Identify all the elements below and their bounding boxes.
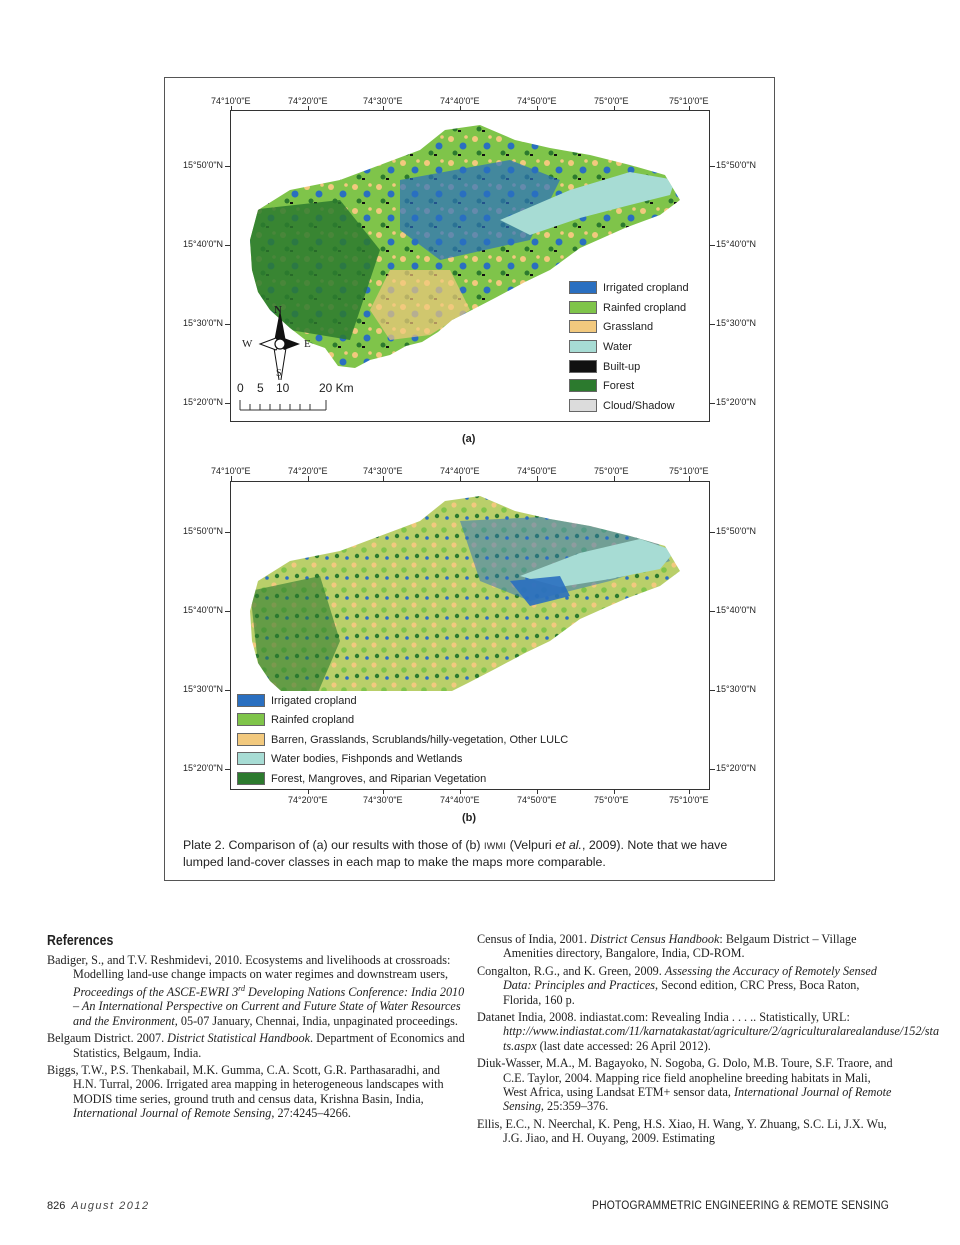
map-b-lon-label: 74°10'0"E <box>211 466 251 476</box>
legend-item: Cloud/Shadow <box>569 399 675 412</box>
map-a-lon-label: 74°30'0"E <box>363 96 403 106</box>
legend-item: Built-up <box>569 360 640 373</box>
map-b-lon-label: 75°10'0"E <box>669 795 709 805</box>
scale-label: 10 <box>276 381 290 395</box>
map-a-lat-label: 15°30'0"N <box>183 318 224 328</box>
legend-swatch <box>569 399 597 412</box>
map-b-lat-label: 15°50'0"N <box>716 526 757 536</box>
map-b-lon-label: 74°50'0"E <box>517 466 557 476</box>
map-b-lon-label: 74°30'0"E <box>363 466 403 476</box>
map-a-lat-label: 15°20'0"N <box>183 397 224 407</box>
legend-item: Rainfed cropland <box>237 713 354 726</box>
references-right-column <box>477 932 940 1149</box>
reference-entry: Badiger, S., and T.V. Reshmidevi, 2010. Ecosystems and livelihoods at crossroads: Modelling land-use change impacts on water regimes and downstream users, Proceedings of the ASCE-EWRI 3rd Developing Nations Conference: India 2010 – An International Perspective on Current and Future State of Water Resources and the Environment, 05-07 January, Chennai, India, unpaginated proceedings. <box>47 953 465 1028</box>
map-b-lat-label: 15°50'0"N <box>183 526 224 536</box>
compass-w: W <box>242 338 253 350</box>
map-a-lon-label: 74°50'0"E <box>517 96 557 106</box>
map-a-lat-label: 15°40'0"N <box>183 239 224 249</box>
compass-n: N <box>274 304 282 316</box>
map-b-lon-label: 74°20'0"E <box>288 466 328 476</box>
map-a-lon-label: 74°10'0"E <box>211 96 251 106</box>
scale-bar <box>238 398 330 412</box>
map-b-lon-label: 74°40'0"E <box>440 795 480 805</box>
figure-caption: Plate 2. Comparison of (a) our results with those of (b) IWMI (Velpuri et al., 2009). Note that we have lumped land-cover classes in each map to make the maps more comparable. <box>183 838 728 869</box>
reference-entry: Congalton, R.G., and K. Green, 2009. Assessing the Accuracy of Remotely Sensed Data: Principles and Practices, Second edition, CRC Press, Boca Raton, Florida, 160 p. <box>477 963 877 1007</box>
legend-swatch <box>569 301 597 314</box>
legend-swatch <box>237 772 265 785</box>
map-b-lat-label: 15°40'0"N <box>716 605 757 615</box>
map-b-lat-label: 15°20'0"N <box>183 763 224 773</box>
map-b-lon-label: 75°10'0"E <box>669 466 709 476</box>
legend-item: Forest <box>569 379 634 392</box>
map-a-lon-label: 74°40'0"E <box>440 96 480 106</box>
legend-swatch <box>237 694 265 707</box>
references-heading: References <box>47 932 114 949</box>
legend-item: Barren, Grasslands, Scrublands/hilly-vegetation, Other LULC <box>237 733 568 746</box>
map-b-lon-label: 74°30'0"E <box>363 795 403 805</box>
reference-entry: Diuk-Wasser, M.A., M. Bagayoko, N. Sogoba, G. Dolo, M.B. Toure, S.F. Traore, and C.E. Taylor, 2004. Mapping rice field anopheline breeding habitats in Mali, West Africa, using Landsat ETM+ sensor data, International Journal of Remote Sensing, 25:359–376. <box>477 1056 893 1114</box>
legend-swatch <box>569 379 597 392</box>
map-b-lat-label: 15°20'0"N <box>716 763 757 773</box>
scale-label: 0 <box>237 381 244 395</box>
legend-swatch <box>569 340 597 353</box>
map-a-lon-label: 75°10'0"E <box>669 96 709 106</box>
legend-swatch <box>569 320 597 333</box>
map-a-lat-label: 15°50'0"N <box>716 160 757 170</box>
issue-date: August 2012 <box>71 1200 150 1212</box>
legend-swatch <box>569 281 597 294</box>
map-b-lon-label: 74°50'0"E <box>517 795 557 805</box>
legend-item: Grassland <box>569 320 653 333</box>
scale-label: 5 <box>257 381 264 395</box>
legend-swatch <box>237 752 265 765</box>
map-b-lon-label: 74°20'0"E <box>288 795 328 805</box>
reference-entry: Census of India, 2001. District Census Handbook: Belgaum District – Village Amenities directory, Bangalore, India, CD-ROM. <box>477 932 857 961</box>
legend-item: Irrigated cropland <box>569 281 689 294</box>
map-a-label: (a) <box>462 433 476 445</box>
map-b-lon-label: 74°40'0"E <box>440 466 480 476</box>
legend-swatch <box>569 360 597 373</box>
legend-item: Forest, Mangroves, and Riparian Vegetation <box>237 772 486 785</box>
legend-swatch <box>237 733 265 746</box>
map-a-lat-label: 15°20'0"N <box>716 397 757 407</box>
map-b-label: (b) <box>462 812 477 824</box>
legend-item: Water <box>569 340 632 353</box>
reference-entry: Ellis, E.C., N. Neerchal, K. Peng, H.S. Xiao, H. Wang, Y. Zhuang, S.C. Li, J.X. Wu, J.G. Jiao, and H. Ouyang, 2009. Estimating <box>477 1116 887 1146</box>
page-footer-left <box>47 1200 150 1212</box>
map-a-lon-label: 75°0'0"E <box>594 96 629 106</box>
page-number: 826 <box>47 1200 66 1212</box>
compass-s: S <box>276 368 282 379</box>
map-b-lon-label: 75°0'0"E <box>594 795 629 805</box>
legend-swatch <box>237 713 265 726</box>
map-a-lon-label: 74°20'0"E <box>288 96 328 106</box>
reference-entry: Belgaum District. 2007. District Statistical Handbook. Department of Economics and Statistics, Belgaum, India. <box>47 1031 465 1060</box>
journal-name: PHOTOGRAMMETRIC ENGINEERING & REMOTE SENSING <box>592 1200 889 1212</box>
references-left-column <box>47 953 465 1124</box>
map-b-lon-label: 75°0'0"E <box>594 466 629 476</box>
reference-entry: Biggs, T.W., P.S. Thenkabail, M.K. Gumma, C.A. Scott, G.R. Parthasaradhi, and H.N. Turral, 2006. Irrigated area mapping in heterogeneous landscapes with MODIS time series, ground truth and census data, Krishna Basin, India, International Journal of Remote Sensing, 27:4245–4266. <box>47 1062 444 1121</box>
map-a-lat-label: 15°50'0"N <box>183 160 224 170</box>
map-b-lat-label: 15°30'0"N <box>183 684 224 694</box>
reference-entry: Datanet India, 2008. indiastat.com: Revealing India . . . .. Statistically, URL: http://www.indiastat.com/11/karnatakastat/agriculture/2/agriculturalarealanduse/152/sta ts.aspx (last date accessed: 26 April 2012). <box>477 1010 940 1053</box>
map-b-lat-label: 15°40'0"N <box>183 605 224 615</box>
map-b-lat-label: 15°30'0"N <box>716 684 757 694</box>
map-a-lat-label: 15°30'0"N <box>716 318 757 328</box>
legend-item: Water bodies, Fishponds and Wetlands <box>237 752 462 765</box>
compass-e: E <box>304 338 311 350</box>
map-a-lat-label: 15°40'0"N <box>716 239 757 249</box>
legend-item: Rainfed cropland <box>569 301 686 314</box>
legend-item: Irrigated cropland <box>237 694 357 707</box>
scale-label: 20 Km <box>319 381 354 395</box>
